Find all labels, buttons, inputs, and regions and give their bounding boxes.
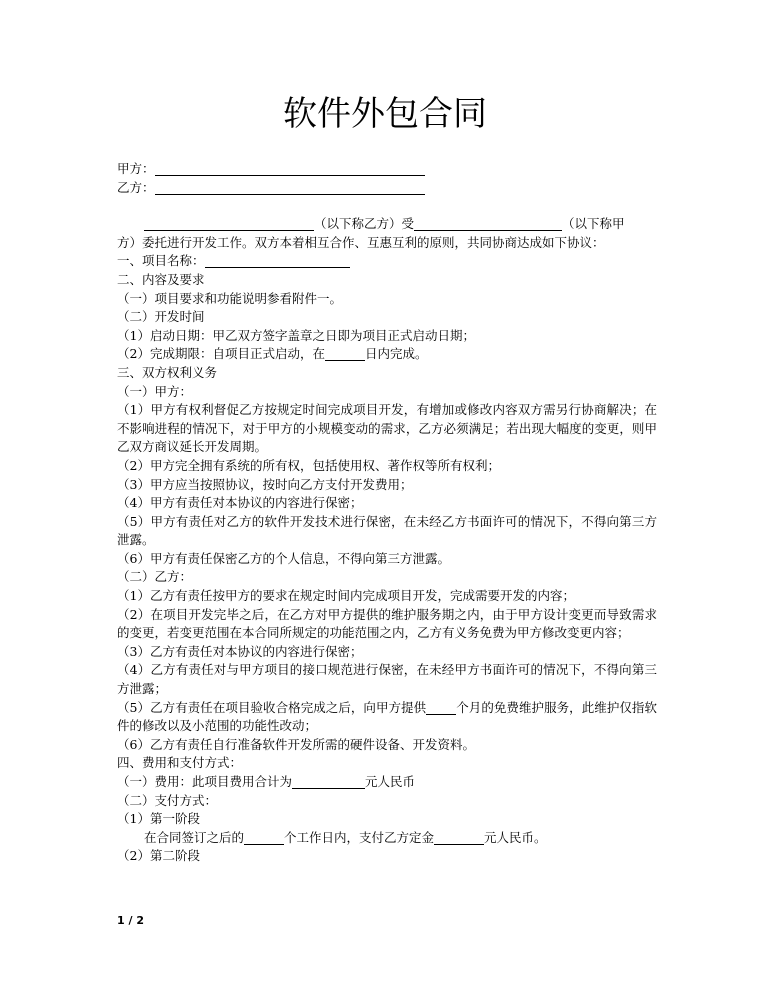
deposit-blank [434, 830, 484, 845]
workdays-blank [244, 830, 284, 845]
section-2-heading: 二、内容及要求 [117, 271, 205, 287]
months-blank [426, 700, 456, 715]
party-b-name-blank [144, 216, 314, 231]
clause-3-b-2: （2）在项目开发完毕之后，在乙方对甲方提供的维护服务期之内，由于甲方设计变更而导致需求的变更，若变更范围在本合同所规定的功能范围之内，乙方有义务免费为甲方修改变更内容； [117, 606, 657, 641]
project-name-blank [205, 253, 350, 268]
clause-3-a-3: （3）甲方应当按照协议，按时向乙方支付开发费用； [117, 476, 413, 492]
clause-3-a-5: （5）甲方有责任对乙方的软件开发技术进行保密，在未经乙方书面许可的情况下，不得向第三方泄露。 [117, 513, 657, 548]
clause-4-2-1-heading: （1）第一阶段 [117, 811, 200, 827]
clause-3-b-5 [117, 699, 657, 736]
clause-2-2-2 [117, 345, 657, 364]
clause-3-a-1: （1）甲方有权利督促乙方按规定时间完成项目开发，有增加或修改内容双方需另行协商解决；在不影响进程的情况下，对于甲方的小规模变动的需求，乙方必须满足；若出现大幅度的变更，则甲乙双方商议延长开发周期。 [117, 402, 657, 455]
clause-3-b-5-text-a: （5）乙方有责任在项目验收合格完成之后，向甲方提供 [117, 699, 427, 715]
intro-text-1: （以下称乙方）受 [314, 216, 415, 232]
party-b-blank [155, 180, 425, 195]
party-a-blank [155, 161, 425, 176]
party-a-name-blank [414, 216, 562, 231]
clause-4-1 [117, 773, 657, 792]
clause-3-b-6: （6）乙方有责任自行准备软件开发所需的硬件设备、开发资料。 [117, 736, 475, 752]
clause-3-b-heading: （二）乙方： [117, 569, 193, 585]
section-1-heading: 一、项目名称： [117, 253, 205, 269]
clause-3-b-3: （3）乙方有责任对本协议的内容进行保密； [117, 643, 363, 659]
page-number: 1 / 2 [117, 914, 144, 927]
clause-3-b-1: （1）乙方有责任按甲方的要求在规定时间内完成项目开发，完成需要开发的内容； [117, 588, 575, 604]
clause-4-1-text-a: （一）费用：此项目费用合计为 [117, 774, 293, 789]
intro-text-2: （以下称甲 [562, 216, 625, 232]
clause-4-1-text-b: 元人民币 [365, 774, 416, 789]
clause-3-a-6: （6）甲方有责任保密乙方的个人信息，不得向第三方泄露。 [117, 550, 450, 566]
section-4-heading: 四、费用和支付方式： [117, 755, 243, 771]
clause-2-1: （一）项目要求和功能说明参看附件一。 [117, 290, 343, 306]
party-a-line [117, 160, 657, 179]
clause-4-2-heading: （二）支付方式： [117, 792, 218, 808]
clause-3-b-4: （4）乙方有责任对与甲方项目的接口规范进行保密，在未经甲方书面许可的情况下，不得向第三方泄露； [117, 662, 657, 697]
days-blank [325, 346, 365, 361]
section-3-heading: 三、双方权利义务 [117, 364, 218, 380]
party-b-line [117, 179, 657, 198]
clause-2-2-2-text-a: （2）完成期限：自项目正式启动，在 [117, 346, 325, 362]
clause-2-2-1: （1）启动日期：甲乙双方签字盖章之日即为项目正式启动日期； [117, 327, 475, 343]
clause-3-a-2: （2）甲方完全拥有系统的所有权，包括使用权、著作权等所有权利； [117, 457, 500, 473]
clause-3-b-5-text-b: 个月的免费维护服务，此维护仅指软件的修改以及小范围的功能性改动； [117, 699, 657, 734]
document-body [117, 160, 657, 866]
intro-text-3: 方）委托进行开发工作。双方本着相互合作、互惠互利的原则，共同协商达成如下协议： [117, 234, 605, 250]
intro-line [117, 215, 657, 234]
document-title: 软件外包合同 [283, 94, 487, 134]
party-a-label: 甲方： [117, 161, 155, 176]
clause-4-2-1-text-a: 在合同签订之后的 [144, 829, 245, 845]
clause-2-2-2-text-b: 日内完成。 [364, 346, 428, 362]
clause-4-2-1-body [117, 829, 657, 848]
clause-2-2-heading: （二）开发时间 [117, 309, 205, 325]
clause-3-a-4: （4）甲方有责任对本协议的内容进行保密； [117, 495, 363, 511]
total-fee-blank [292, 774, 365, 789]
clause-3-a-heading: （一）甲方： [117, 383, 193, 399]
clause-4-2-1-text-b: 个工作日内，支付乙方定金 [284, 829, 435, 845]
project-name-line [117, 252, 657, 271]
clause-4-2-2-heading: （2）第二阶段 [117, 848, 200, 864]
clause-4-2-1-text-c: 元人民币。 [484, 829, 547, 845]
party-b-label: 乙方： [117, 179, 155, 195]
